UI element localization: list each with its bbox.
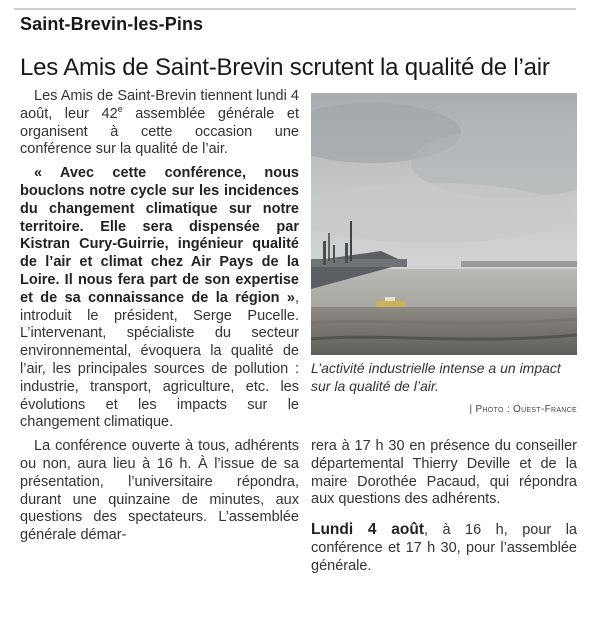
top-rule (14, 8, 576, 10)
article-body-left-column (20, 88, 299, 545)
article-body-right-column (311, 438, 577, 576)
photo-credit: | Photo : Ouest-France (469, 404, 577, 415)
event-date: Lundi 4 août (311, 521, 425, 539)
schedule-paragraph: La conférence ouverte à tous, adhérents ou non, aura lieu à 16 h. À l’issue de sa présentation, l’universitaire répondra, durant une quinzaine de minutes, aux questions des spectateurs. L’assemblée générale démar- (20, 438, 299, 544)
quote-paragraph: « Avec cette conférence, nous bouclons notre cycle sur les incidences du changement climatique sur notre territoire. Elle sera dispensée par Kistran Cury-Guirrie, ingénieur qualité de l’air et climat chez Air Pays de la Loire. Il nous fera part de son expertise et de sa connaissance de la région », introduit le président, Serge Pucelle. L’intervenant, spécialiste du secteur environnemental, évoquera la qualité de l’air, les principales sources de pollution : industrie, transport, agriculture, etc. les évolutions et les impacts sur le changement climatique. (20, 165, 299, 431)
photo-caption: L’activité industrielle intense a un impact sur la qualité de l’air. (311, 360, 561, 394)
location-kicker: Saint-Brevin-les-Pins (20, 14, 204, 34)
schedule-paragraph-continued: rera à 17 h 30 en présence du conseiller départemental Thierry Deville et de la maire Dorothée Pacaud, qui répondra aux questions des adhérents. (311, 438, 577, 508)
article-photo (311, 93, 577, 355)
president-quote: « Avec cette conférence, nous bouclons notre cycle sur les incidences du changement climatique sur notre territoire. Elle sera dispensée par Kistran Cury-Guirrie, ingénieur qualité de l’air et climat chez Air Pays de la Loire. Il nous fera part de son expertise et de sa connaissance de la région » (20, 165, 299, 306)
intro-paragraph: Les Amis de Saint-Brevin tiennent lundi 4 août, leur 42e assemblée générale et organisent à cette occasion une conférence sur la qualité de l’air. (20, 88, 299, 158)
article-headline: Les Amis de Saint-Brevin scrutent la qualité de l’air (20, 54, 550, 81)
practical-info: Lundi 4 août, à 16 h, pour la conférence et 17 h 30, pour l’assemblée générale. (311, 521, 577, 574)
